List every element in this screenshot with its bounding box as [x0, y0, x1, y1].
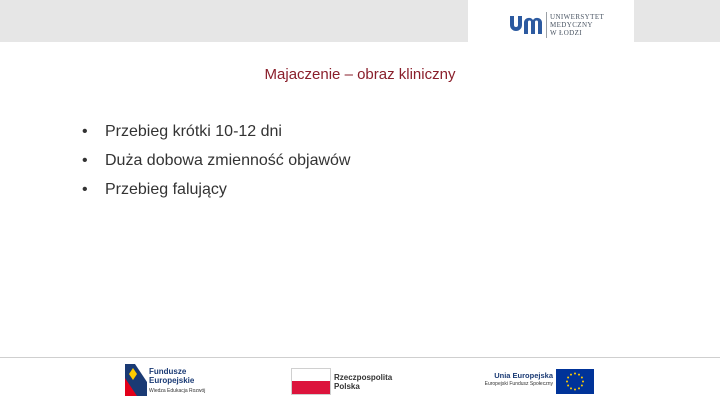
um-logo-icon [508, 12, 542, 34]
fe-line-2: Europejskie [149, 376, 195, 385]
list-item-text: Duża dobowa zmienność objawów [105, 152, 351, 169]
bullet-icon: • [82, 152, 88, 169]
university-name [550, 13, 604, 37]
university-name-line-2: MEDYCZNY [550, 21, 593, 29]
footer-divider [0, 357, 720, 358]
list-item-text: Przebieg krótki 10-12 dni [105, 123, 282, 140]
ue-subtitle: Europejski Fundusz Społeczny [484, 381, 553, 387]
unia-europejska-label [478, 371, 553, 389]
list-item [82, 117, 350, 146]
eu-flag-icon [556, 369, 594, 394]
fundusze-europejskie-label [149, 367, 205, 396]
fe-line-1: Fundusze [149, 367, 187, 376]
fe-subtitle: Wiedza Edukacja Rozwój [149, 388, 206, 394]
university-logo [468, 0, 634, 42]
fundusze-europejskie-icon [125, 364, 147, 396]
logo-separator [546, 12, 547, 38]
bullet-icon: • [82, 123, 88, 140]
slide-title: Majaczenie – obraz kliniczny [264, 66, 456, 83]
list-item [82, 175, 350, 204]
list-item-text: Przebieg falujący [105, 181, 227, 198]
bullet-list [82, 117, 350, 204]
list-item [82, 146, 350, 175]
bullet-icon: • [82, 181, 88, 198]
poland-flag-icon [291, 368, 331, 395]
rp-line-2: Polska [334, 382, 360, 391]
ue-line-1: Unia Europejska [494, 371, 553, 380]
rzeczpospolita-polska-label [334, 373, 392, 391]
university-name-line-3: W ŁODZI [550, 29, 583, 37]
rp-line-1: Rzeczpospolita [334, 373, 393, 382]
university-name-line-1: UNIWERSYTET [550, 13, 605, 21]
